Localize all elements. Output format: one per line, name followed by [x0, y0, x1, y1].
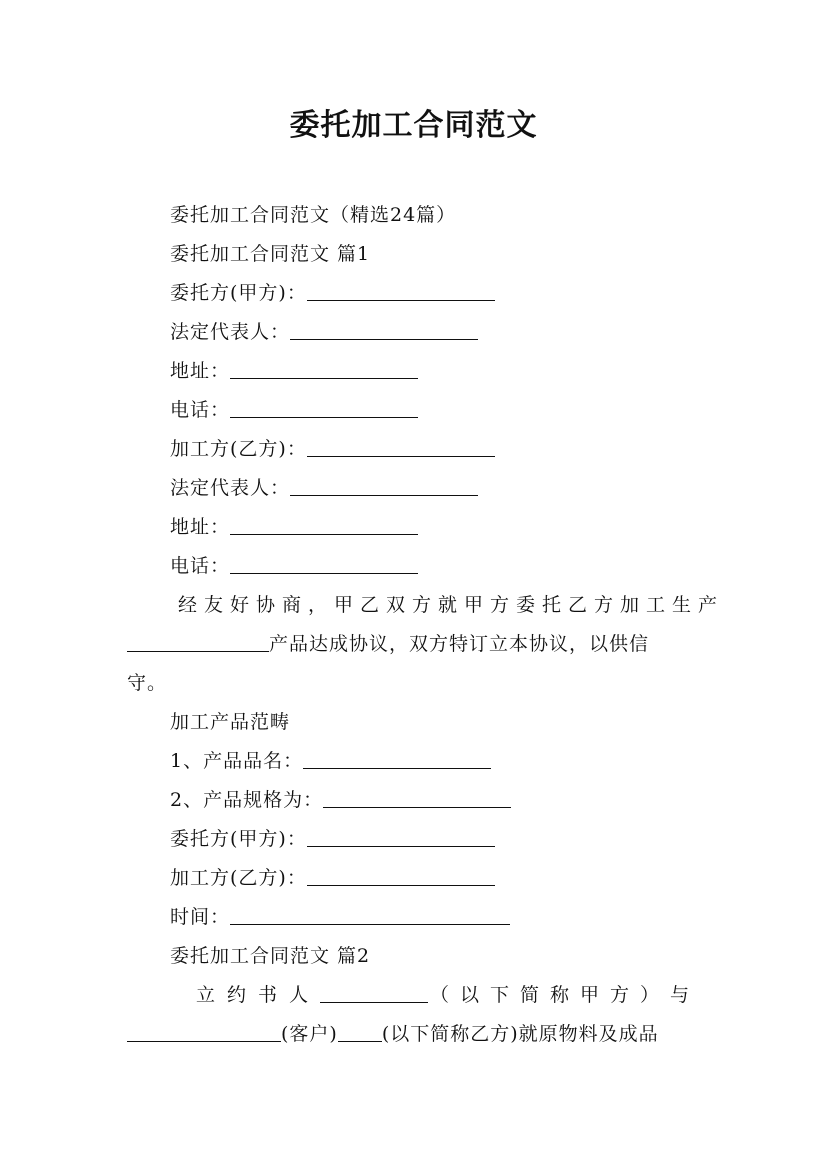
legal-rep-b-label: 法定代表人： [170, 477, 291, 499]
fill-blank [230, 399, 418, 418]
s2-line-1-head: 立约书人 [196, 984, 321, 1006]
intro-line-3: 守。 [127, 672, 168, 694]
address-a-label: 地址： [170, 360, 231, 382]
time-line [170, 902, 510, 929]
scope-heading: 加工产品范畴 [170, 711, 291, 733]
product-name-line [170, 746, 491, 773]
party-a-line [170, 278, 495, 305]
party-a-sign-line [170, 824, 495, 851]
s2-line-1-tail: （以下简称甲方）与 [430, 984, 701, 1006]
party-b-label: 加工方(乙方)： [170, 438, 307, 460]
intro-line-2 [127, 629, 649, 656]
fill-blank [303, 750, 491, 769]
fill-blank [307, 438, 495, 457]
phone-a-line [170, 395, 418, 422]
document-title: 委托加工合同范文 [289, 108, 538, 143]
fill-blank [230, 555, 418, 574]
fill-blank [230, 360, 418, 379]
section-2-heading: 委托加工合同范文 篇2 [170, 945, 371, 967]
fill-blank [307, 867, 495, 886]
fill-blank [323, 789, 511, 808]
s2-line-2-tail: (以下简称乙方)就原物料及成品 [381, 1023, 659, 1045]
party-b-line [170, 434, 495, 461]
party-b-sign-line [170, 863, 495, 890]
time-label: 时间： [170, 906, 231, 928]
s2-line-1 [196, 980, 700, 1007]
phone-b-line [170, 551, 418, 578]
address-a-line [170, 356, 418, 383]
fill-blank [290, 321, 478, 340]
legal-rep-a-line [170, 317, 478, 344]
party-a-label: 委托方(甲方)： [170, 282, 307, 304]
party-b-sign-label: 加工方(乙方)： [170, 867, 307, 889]
legal-rep-a-label: 法定代表人： [170, 321, 291, 343]
section-1-heading: 委托加工合同范文 篇1 [170, 243, 371, 265]
product-spec-line [170, 785, 511, 812]
fill-blank [127, 1023, 281, 1042]
fill-blank [230, 906, 510, 925]
fill-blank [290, 477, 478, 496]
fill-blank [307, 828, 495, 847]
address-b-line [170, 512, 418, 539]
intro-line-1: 经友好协商，甲乙双方就甲方委托乙方加工生产 [178, 594, 725, 616]
fill-blank [307, 282, 495, 301]
product-spec-label: 2、产品规格为： [170, 789, 324, 811]
s2-line-2 [127, 1019, 659, 1046]
subtitle-line: 委托加工合同范文（精选24篇） [170, 204, 457, 226]
phone-a-label: 电话： [170, 399, 231, 421]
fill-blank [320, 984, 428, 1003]
legal-rep-b-line [170, 473, 478, 500]
fill-blank [338, 1023, 382, 1042]
address-b-label: 地址： [170, 516, 231, 538]
product-name-label: 1、产品品名： [170, 750, 304, 772]
phone-b-label: 电话： [170, 555, 231, 577]
intro-line-2-text: 产品达成协议，双方特订立本协议，以供信 [269, 633, 650, 655]
fill-blank [127, 633, 269, 652]
party-a-sign-label: 委托方(甲方)： [170, 828, 307, 850]
s2-line-2-client: (客户) [281, 1023, 338, 1045]
fill-blank [230, 516, 418, 535]
